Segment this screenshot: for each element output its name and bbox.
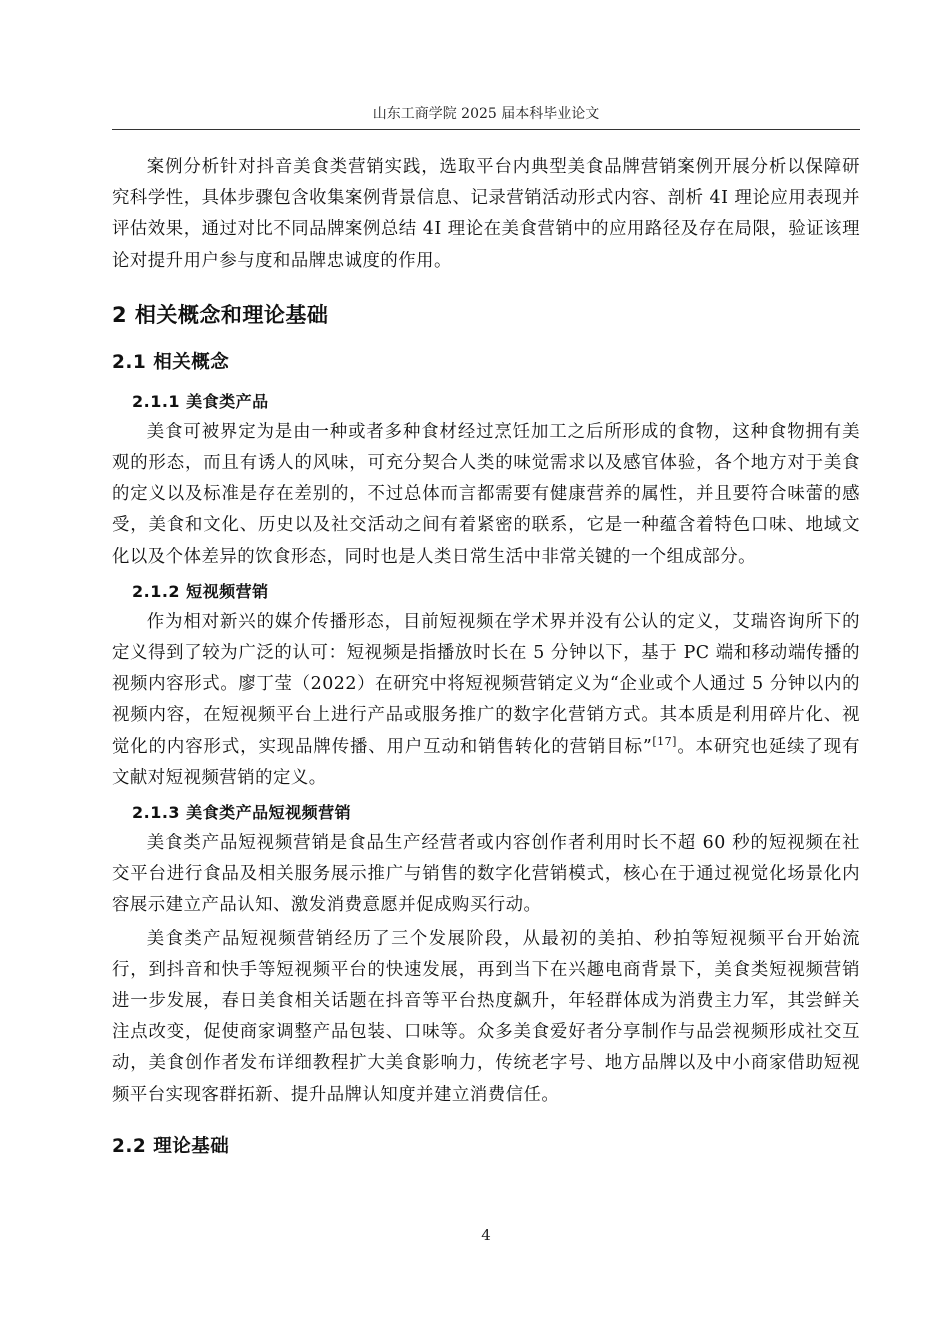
section-2-1-heading: 2.1 相关概念 — [112, 351, 230, 373]
page-content — [112, 152, 860, 1167]
section-2-1-2-heading: 2.1.2 短视频营销 — [132, 581, 269, 601]
section-2-heading: 2 相关概念和理论基础 — [112, 302, 329, 327]
page-number: 4 — [481, 1226, 491, 1244]
section-2-1-1-heading: 2.1.1 美食类产品 — [132, 391, 269, 411]
paragraph-text-tail: 。本研究也延续了现有文献对短视频营销的定义。 — [112, 736, 860, 788]
section-2-1-3-heading: 2.1.3 美食类产品短视频营销 — [132, 803, 352, 823]
food-video-marketing-paragraph-1: 美食类产品短视频营销是食品生产经营者或内容创作者利用时长不超 60 秒的短视频在社交平台进行食品及相关服务展示推广与销售的数字化营销模式，核心在于通过视觉化场景化内容展示建立产品认知、激发消费意愿并促成购买行动。 — [112, 833, 860, 916]
food-video-marketing-paragraph-2: 美食类产品短视频营销经历了三个发展阶段，从最初的美拍、秒拍等短视频平台开始流行，到抖音和快手等短视频平台的快速发展，再到当下在兴趣电商背景下，美食类短视频营销进一步发展，春日美食相关话题在抖音等平台热度飙升，年轻群体成为消费主力军，其尝鲜关注点改变，促使商家调整产品包装、口味等。众多美食爱好者分享制作与品尝视频形成社交互动，美食创作者发布详细教程扩大美食影响力，传统老字号、地方品牌以及中小商家借助短视频平台实现客群拓新、提升品牌认知度并建立消费信任。 — [112, 928, 860, 1105]
section-2-2-heading: 2.2 理论基础 — [112, 1135, 230, 1157]
spacer — [112, 277, 860, 285]
header-rule — [112, 129, 860, 130]
citation-reference: [17] — [652, 734, 677, 748]
running-header: 山东工商学院 2025 届本科毕业论文 — [372, 106, 600, 122]
food-product-paragraph: 美食可被界定为是由一种或者多种食材经过烹饪加工之后所形成的食物，这种食物拥有美观的形态，而且有诱人的风味，可充分契合人类的味觉需求以及感官体验，各个地方对于美食的定义以及标准是存在差别的，不过总体而言都需要有健康营养的属性，并且要符合味蕾的感受，美食和文化、历史以及社交活动之间有着紧密的联系，它是一种蕴含着特色口味、地域文化以及个体差异的饮食形态，同时也是人类日常生活中非常关键的一个组成部分。 — [112, 421, 860, 567]
short-video-marketing-paragraph — [112, 607, 860, 794]
spacer — [112, 1111, 860, 1119]
paragraph-text: 作为相对新兴的媒介传播形态，目前短视频在学术界并没有公认的定义，艾瑞咨询所下的定义得到了较为广泛的认可：短视频是指播放时长在 5 分钟以下，基于 PC 端和移动端传播的视频内容形式。廖丁莹（2022）在研究中将短视频营销定义为“企业或个人通过 5 分钟以内的视频内容，在短视频平台上进行产品或服务推广的数字化营销方式。其本质是利用碎片化、视觉化的内容形式，实现品牌传播、用户互动和销售转化的营销目标” — [112, 611, 860, 757]
intro-paragraph: 案例分析针对抖音美食类营销实践，选取平台内典型美食品牌营销案例开展分析以保障研究科学性，具体步骤包含收集案例背景信息、记录营销活动形式内容、剖析 4I 理论应用表现并评估效果，通过对比不同品牌案例总结 4I 理论在美食营销中的应用路径及存在局限，验证该理论对提升用户参与度和品牌忠诚度的作用。 — [112, 157, 860, 271]
